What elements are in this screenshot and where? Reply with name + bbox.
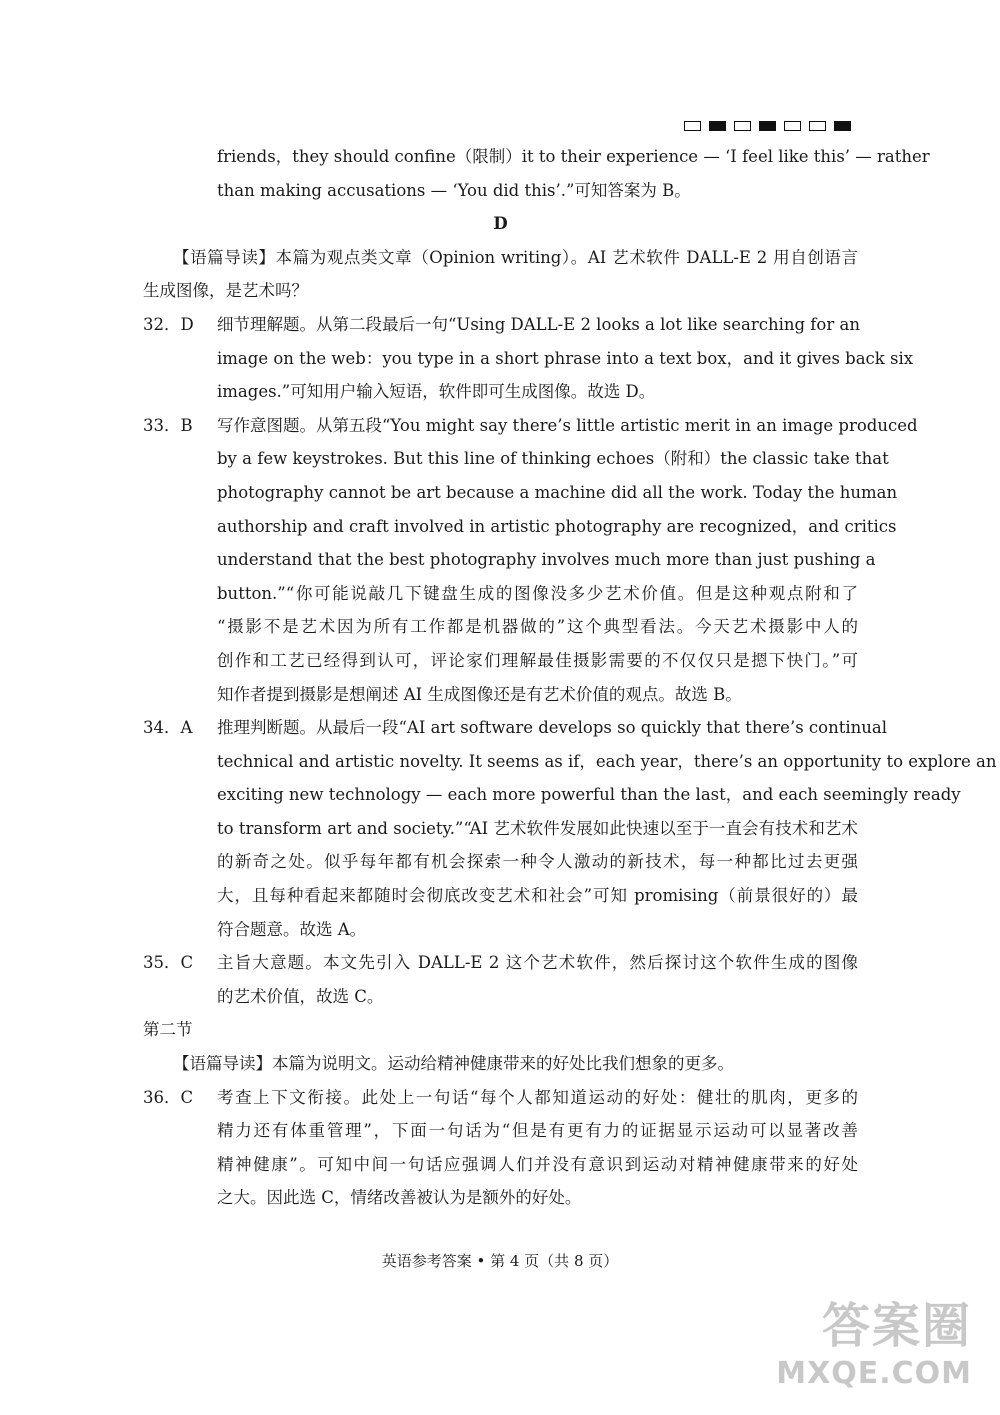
text-line: images.”可知用户输入短语，软件即可生成图像。故选 D。 [217,382,656,402]
mark-empty [784,121,801,131]
text-line: 创作和工艺已经得到认可，评论家们理解最佳摄影需要的不仅仅只是摁下快门。”可 [217,650,858,670]
text-line: 考查上下文衔接。此处上一句话“每个人都知道运动的好处：健壮的肌肉，更多的 [217,1087,858,1107]
text-line: button.”“你可能说敲几下键盘生成的图像没多少艺术价值。但是这种观点附和了 [217,583,858,603]
text-line: 大，且每种看起来都随时会彻底改变艺术和社会”可知 promising（前景很好的）最 [217,886,858,906]
text-line: 写作意图题。从第五段“You might say there’s little artistic merit in an image produced [217,415,918,435]
answer-item-36 [143,1081,858,1215]
mark-empty [684,121,701,131]
watermark-logo [752,1287,972,1397]
mark-empty [734,121,751,131]
text-line: image on the web：you type in a short phrase into a text box，and it gives back six [217,348,914,368]
answer-number: 36．C [143,1087,194,1107]
text-line: 知作者提到摄影是想阐述 AI 生成图像还是有艺术价值的观点。故选 B。 [217,684,742,704]
answer-content [143,140,997,1215]
text-line: 精力还有体重管理”，下面一句话为“但是有更有力的证据显示运动可以显著改善 [217,1121,858,1141]
answer-number: 33．B [143,415,193,435]
text-line: 推理判断题。从最后一段“AI art software develops so quickly that there’s continual [217,718,887,738]
mark-empty [809,121,826,131]
mark-filled [759,121,776,131]
text-line: authorship and craft involved in artistic photography are recognized，and critics [217,516,897,536]
text-line: understand that the best photography involves much more than just pushing a [217,550,876,570]
page-marks [684,121,851,131]
answer-item-34 [143,711,997,946]
mark-filled [834,121,851,131]
mark-filled [709,121,726,131]
page-footer: 英语参考答案 • 第 4 页（共 8 页） [381,1252,619,1270]
text-line: 主旨大意题。本文先引入 DALL-E 2 这个艺术软件，然后探讨这个软件生成的图像 [217,953,858,973]
text-line: 的新奇之处。似乎每年都有机会探索一种令人激动的新技术，每一种都比过去更强 [217,852,858,872]
text-line: “摄影不是艺术因为所有工作都是机器做的”这个典型看法。今天艺术摄影中人的 [217,617,858,637]
watermark-url: MXQE.COM [776,1356,972,1391]
intro-line: 【语篇导读】本篇为说明文。运动给精神健康带来的好处比我们想象的更多。 [173,1054,734,1074]
intro-line: 生成图像，是艺术吗？ [143,281,308,301]
text-line: 符合题意。故选 A。 [217,919,367,939]
answer-item-32 [143,308,914,409]
text-line: technical and artistic novelty. It seems as if，each year，there’s an opportunity to explore an [217,751,997,771]
watermark-text: 答案圈 [821,1298,972,1354]
text-line: exciting new technology — each more powerful than the last，and each seemingly ready [217,785,961,805]
text-line: to transform art and society.”“AI 艺术软件发展如此快速以至于一直会有技术和艺术 [217,818,858,838]
text-line: friends，they should confine（限制）it to their experience — ‘I feel like this’ — rather [217,147,930,166]
section-heading-2: 第二节 [143,1020,193,1040]
intro-line: 【语篇导读】本篇为观点类文章（Opinion writing）。AI 艺术软件 DALL-E 2 用自创语言 [173,247,858,267]
section-heading-d: D [493,214,508,234]
answer-number: 35．C [143,953,194,973]
text-line: 之大。因此选 C，情绪改善被认为是额外的好处。 [217,1188,582,1208]
answer-item-33 [143,409,918,711]
text-line: 细节理解题。从第二段最后一句“Using DALL-E 2 looks a lot like searching for an [217,314,860,334]
text-line: by a few keystrokes. But this line of thinking echoes（附和）the classic take that [217,449,889,469]
answer-item-35 [143,946,858,1013]
answer-number: 32．D [143,314,194,334]
text-line: photography cannot be art because a machine did all the work. Today the human [217,482,898,502]
answer-number: 34．A [143,718,193,738]
text-line: than making accusations — ‘You did this’.”可知答案为 B。 [217,180,691,200]
text-line: 精神健康”。可知中间一句话应强调人们并没有意识到运动对精神健康带来的好处 [217,1154,858,1174]
text-line: 的艺术价值，故选 C。 [217,986,384,1006]
